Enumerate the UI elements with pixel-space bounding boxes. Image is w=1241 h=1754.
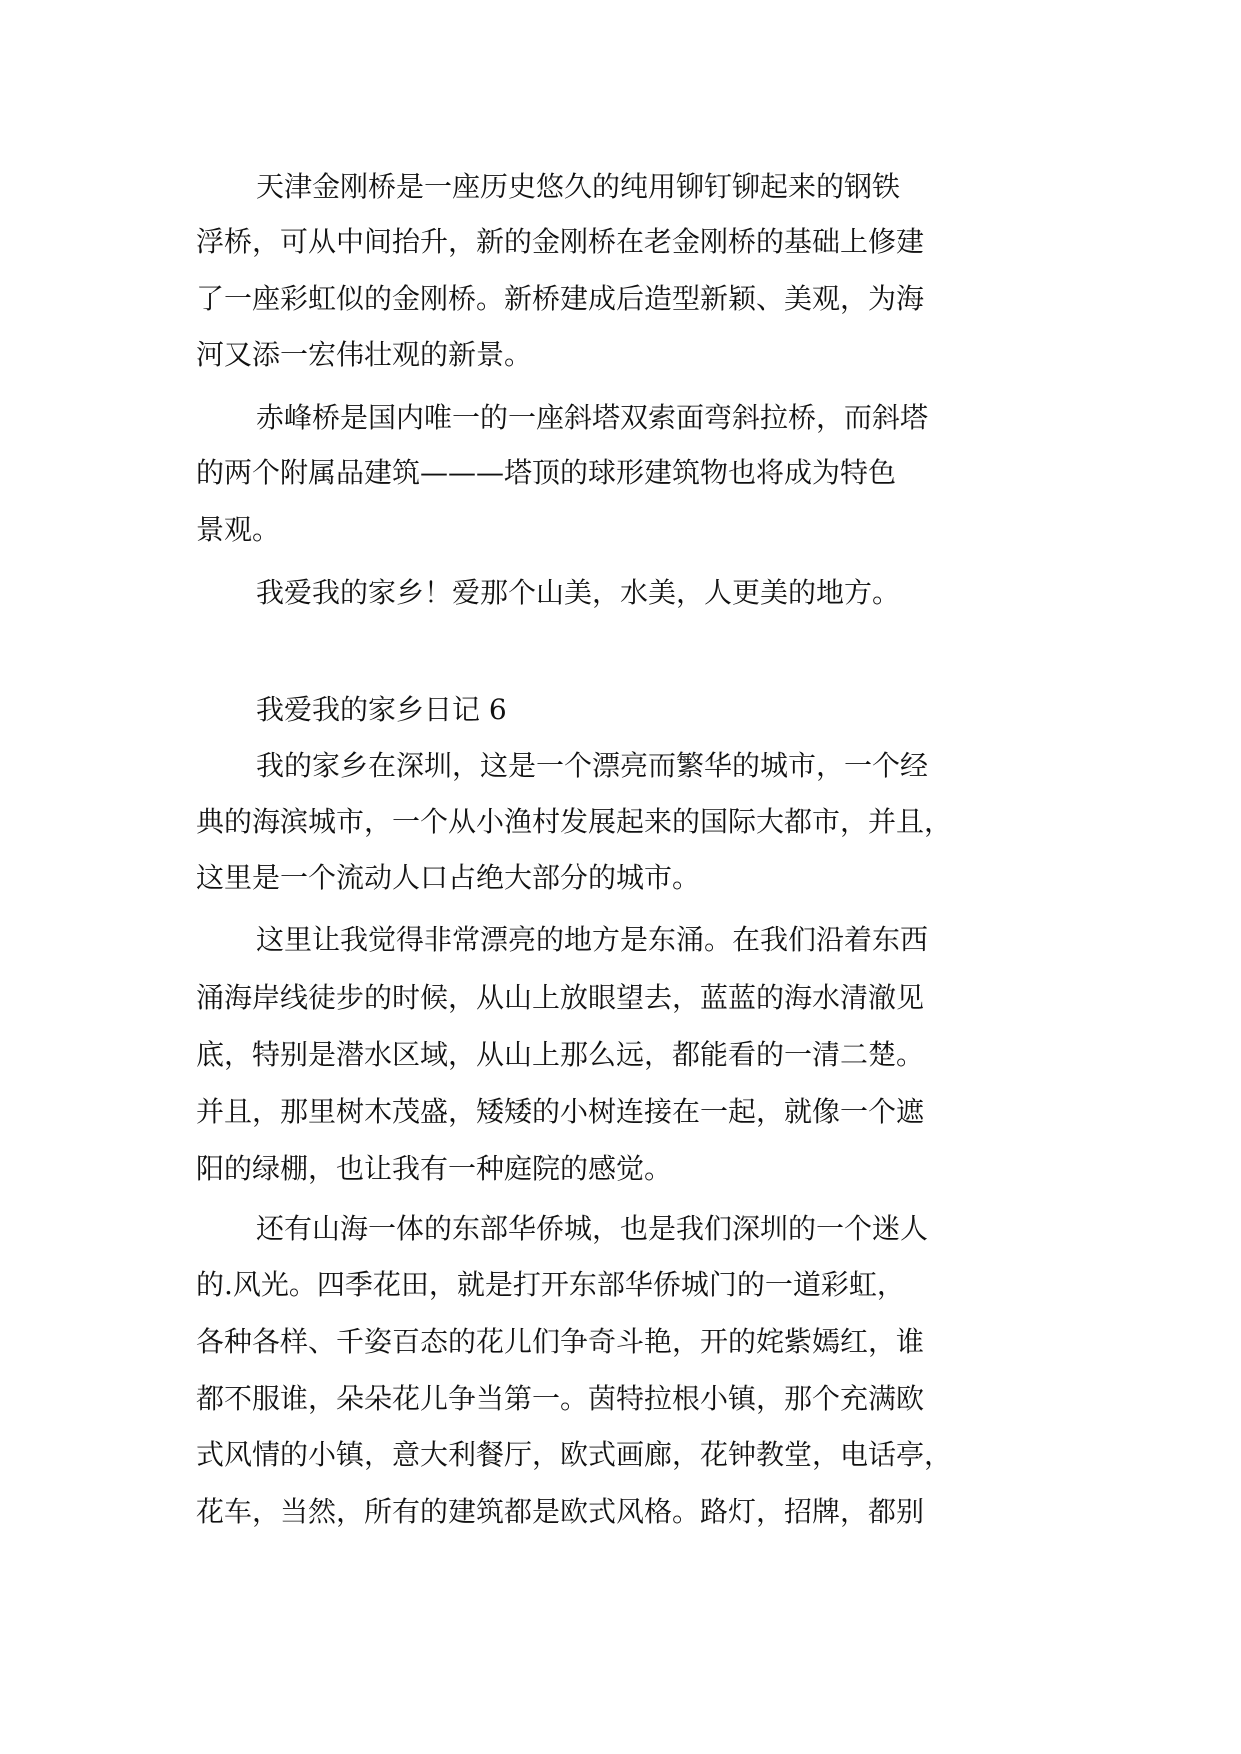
text-line: 我爱我的家乡！爱那个山美，水美，人更美的地方。 (256, 576, 901, 609)
text-line: 底，特别是潜水区域，从山上那么远，都能看的一清二楚。 (196, 1038, 925, 1071)
text-line: 式风情的小镇，意大利餐厅，欧式画廊，花钟教堂，电话亭， (196, 1438, 953, 1471)
text-line: 涌海岸线徒步的时候，从山上放眼望去，蓝蓝的海水清澈见 (196, 981, 925, 1014)
text-line: 的两个附属品建筑———塔顶的球形建筑物也将成为特色 (196, 456, 897, 489)
text-line: 这里让我觉得非常漂亮的地方是东涌。在我们沿着东西 (256, 923, 929, 956)
text-line: 花车，当然，所有的建筑都是欧式风格。路灯，招牌，都别 (196, 1495, 925, 1528)
text-line: 阳的绿棚，也让我有一种庭院的感觉。 (196, 1152, 673, 1185)
text-line: 赤峰桥是国内唯一的一座斜塔双索面弯斜拉桥，而斜塔 (256, 401, 929, 434)
text-line: 的.风光。四季花田，就是打开东部华侨城门的一道彩虹， (196, 1268, 905, 1301)
text-line: 典的海滨城市，一个从小渔村发展起来的国际大都市，并且， (196, 805, 953, 838)
text-line: 我的家乡在深圳，这是一个漂亮而繁华的城市，一个经 (256, 749, 929, 782)
text-line: 景观。 (196, 513, 281, 546)
text-line: 这里是一个流动人口占绝大部分的城市。 (196, 861, 701, 894)
text-line: 各种各样、千姿百态的花儿们争奇斗艳，开的姹紫嫣红，谁 (196, 1325, 925, 1358)
text-line: 还有山海一体的东部华侨城，也是我们深圳的一个迷人 (256, 1212, 929, 1245)
text-line: 了一座彩虹似的金刚桥。新桥建成后造型新颖、美观，为海 (196, 282, 925, 315)
text-line: 浮桥，可从中间抬升，新的金刚桥在老金刚桥的基础上修建 (196, 225, 925, 258)
text-line: 并且，那里树木茂盛，矮矮的小树连接在一起，就像一个遮 (196, 1095, 925, 1128)
text-line: 天津金刚桥是一座历史悠久的纯用铆钉铆起来的钢铁 (256, 170, 901, 203)
text-line: 都不服谁，朵朵花儿争当第一。茵特拉根小镇，那个充满欧 (196, 1382, 925, 1415)
section-heading: 我爱我的家乡日记 6 (256, 693, 507, 726)
text-line: 河又添一宏伟壮观的新景。 (196, 338, 533, 371)
